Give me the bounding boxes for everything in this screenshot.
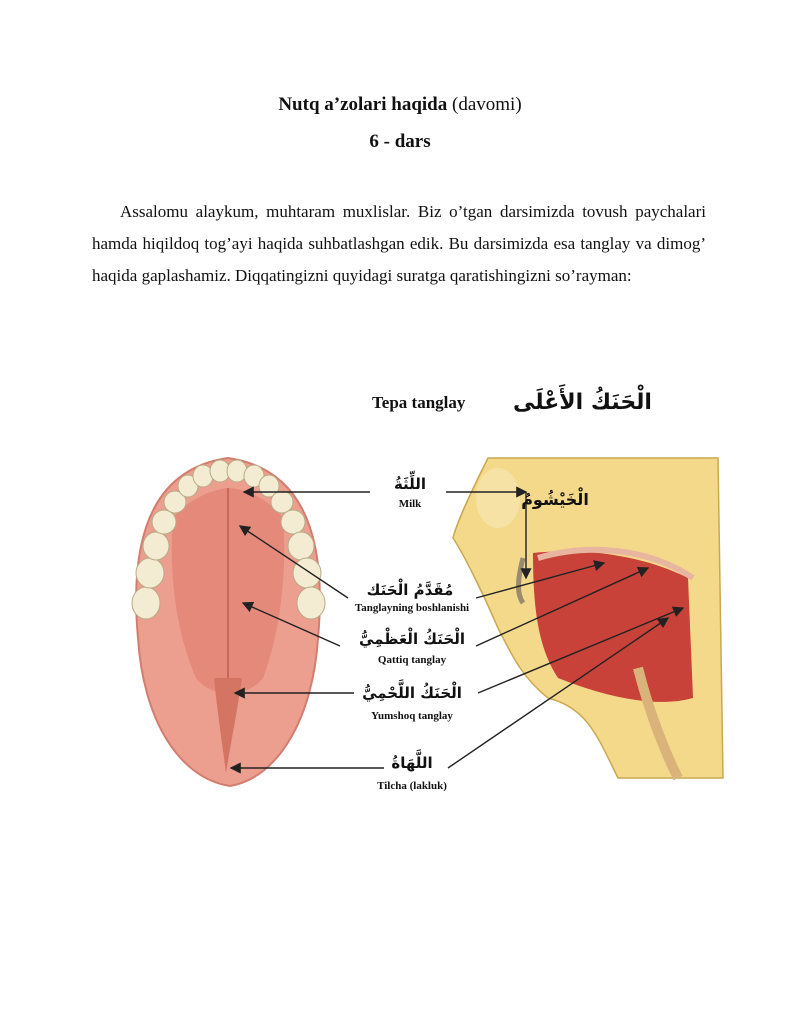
label-arabic-milk: اللِّثَةُ	[393, 475, 427, 493]
label-arabic-hard-palate: الْحَنَكُ الْعَظْمِيُّ	[359, 630, 465, 648]
label-arabic-soft-palate: الْحَنَكُ اللَّحْمِيُّ	[362, 684, 462, 702]
label-arabic-uvula: اللَّهَاةُ	[391, 754, 433, 772]
page-title	[0, 94, 800, 116]
label-latin-soft-palate: Yumshoq tanglay	[371, 710, 453, 722]
palate-figure	[118, 378, 738, 798]
lesson-number: 6 - dars	[369, 131, 431, 152]
label-latin-palate-start: Tanglayning boshlanishi	[354, 602, 470, 614]
intro-paragraph: Assalomu alaykum, muhtaram muxlislar. Biz o’tgan darsimizda tovush paychalari hamda hiqildoq tog’ayi haqida suhbatlashgan edik. Bu darsimizda esa tanglay va dimog’ haqida gaplashamiz. Diqqatingizni quyidagi suratga qaratishingizni so’rayman:	[92, 202, 706, 285]
figure-title: Tepa tanglay	[372, 393, 466, 412]
nasal-cavity-arabic: الْخَيْشُومُ	[521, 490, 589, 509]
label-arabic-palate-start: مُقَدَّمُ الْحَنَك	[366, 581, 454, 599]
label-latin-milk: Milk	[398, 498, 422, 510]
label-latin-uvula: Tilcha (lakluk)	[377, 780, 447, 792]
title-bold: Nutq a’zolari haqida	[278, 94, 448, 115]
label-latin-hard-palate: Qattiq tanglay	[377, 654, 447, 666]
title-rest: (davomi)	[447, 94, 522, 115]
palate-view	[132, 458, 325, 786]
figure-title-arabic: الْحَنَكُ الأَعْلَى	[513, 390, 652, 415]
